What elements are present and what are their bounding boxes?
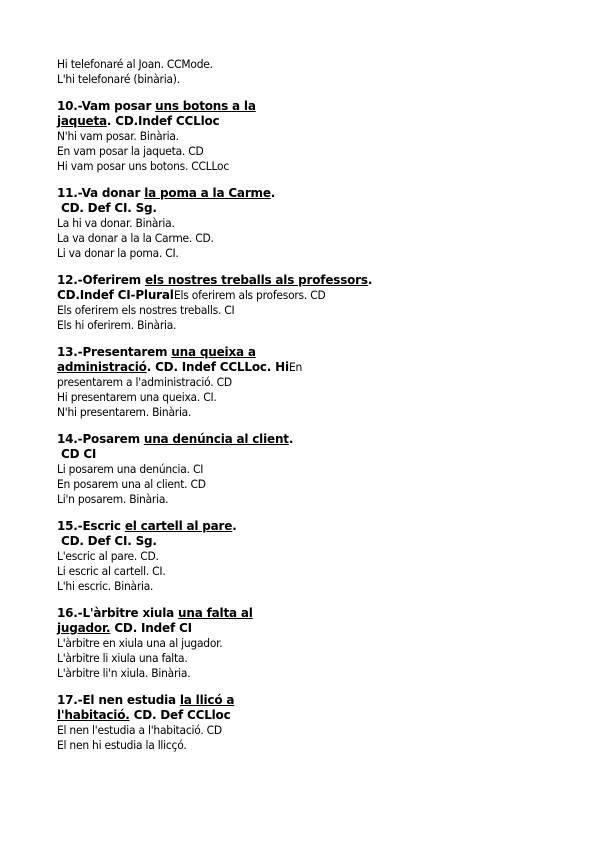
grammar-tag: CD CI [57,447,97,461]
underlined-phrase: el cartell al pare [124,519,233,533]
exercise-heading [57,519,577,534]
grammar-tag: CD. Def CCLloc [129,708,231,722]
text-line: Li va donar la poma. CI. [57,246,179,260]
text-line: L'àrbitre li'n xiula. Binària. [57,666,191,680]
text-line: Els oferirem els nostres treballs. CI [57,303,235,317]
exercise-16 [57,606,577,681]
text-line: Hi vam posar uns botons. CCLLoc [57,159,230,173]
grammar-tag: . CD. Indef CCLLoc. Hi [146,360,289,374]
exercise-number: 11.-Va donar [57,186,145,200]
text-line: La va donar a la la Carme. CD. [57,231,214,245]
exercise-11 [57,186,577,261]
exercise-heading [57,99,577,114]
exercise-heading [57,693,577,708]
grammar-tag: CD. Def CI. Sg. [57,534,157,548]
underlined-phrase: la poma a la Carme [144,186,271,200]
underlined-phrase: una queixa a [171,345,256,359]
text-line: L'àrbitre en xiula una al jugador. [57,636,223,650]
text-inline: En [288,360,302,374]
document-page [57,57,577,753]
text-line: Els hi oferirem. Binària. [57,318,177,332]
punctuation: . [367,273,373,287]
underlined-phrase: una denúncia al client [143,432,289,446]
grammar-tag: CD.Indef CI-Plural [57,288,174,302]
punctuation: . [288,432,294,446]
underlined-phrase: els nostres treballs als professors [144,273,368,287]
text-line: L'escric al pare. CD. [57,549,159,563]
text-line: L'hi escric. Binària. [57,579,154,593]
text-line: En vam posar la jaqueta. CD [57,144,204,158]
text-line: Li posarem una denúncia. CI [57,462,204,476]
grammar-tag: . CD.Indef CCLloc [106,114,220,128]
exercise-heading [57,606,577,621]
exercise-number: 13.-Presentarem [57,345,172,359]
exercise-number: 15.-Escric [57,519,125,533]
grammar-tag: CD. Indef CI [110,621,192,635]
exercise-heading-cont [57,114,577,129]
text-line: Hi telefonaré al Joan. CCMode. [57,57,213,71]
text-line: La hi va donar. Binària. [57,216,175,230]
text-inline: Els oferirem als profesors. CD [173,288,326,302]
text-line: Li escric al cartell. CI. [57,564,166,578]
text-line: N'hi presentarem. Binària. [57,405,192,419]
exercise-10 [57,99,577,174]
underlined-phrase: administració [57,360,147,374]
exercise-12 [57,273,577,333]
exercise-15 [57,519,577,594]
text-line: presentarem a l'administració. CD [57,375,232,389]
exercise-number: 16.-L'àrbitre xiula [57,606,179,620]
underlined-phrase: l'habitació. [57,708,130,722]
underlined-phrase: la llicó a [179,693,235,707]
underlined-phrase: jaqueta [57,114,107,128]
exercise-heading [57,186,577,201]
underlined-phrase: jugador. [57,621,111,635]
text-line: Hi presentarem una queixa. CI. [57,390,217,404]
exercise-number: 10.-Vam posar [57,99,156,113]
underlined-phrase: una falta al [178,606,253,620]
text-line: El nen l'estudia a l'habitació. CD [57,723,222,737]
exercise-heading [57,345,577,360]
exercise-number: 12.-Oferirem [57,273,145,287]
exercise-number: 14.-Posarem [57,432,144,446]
text-line: En posarem una al client. CD [57,477,206,491]
punctuation: . [232,519,237,533]
underlined-phrase: uns botons a la [155,99,256,113]
intro-block [57,57,577,87]
exercise-heading-cont [57,360,577,375]
text-line: Li'n posarem. Binària. [57,492,169,506]
text-line: L'hi telefonaré (binària). [57,72,180,86]
exercise-17 [57,693,577,753]
exercise-heading [57,273,577,288]
exercise-number: 17.-El nen estudia [57,693,180,707]
text-line: El nen hi estudia la llicçó. [57,738,187,752]
text-line: N'hi vam posar. Binària. [57,129,179,143]
exercise-heading-cont [57,621,577,636]
exercise-14 [57,432,577,507]
grammar-tag: CD. Def CI. Sg. [57,201,157,215]
exercise-heading-cont [57,708,577,723]
exercise-heading [57,432,577,447]
exercise-heading-cont [57,288,577,303]
punctuation: . [270,186,276,200]
text-line: L'àrbitre li xiula una falta. [57,651,188,665]
exercise-13 [57,345,577,420]
